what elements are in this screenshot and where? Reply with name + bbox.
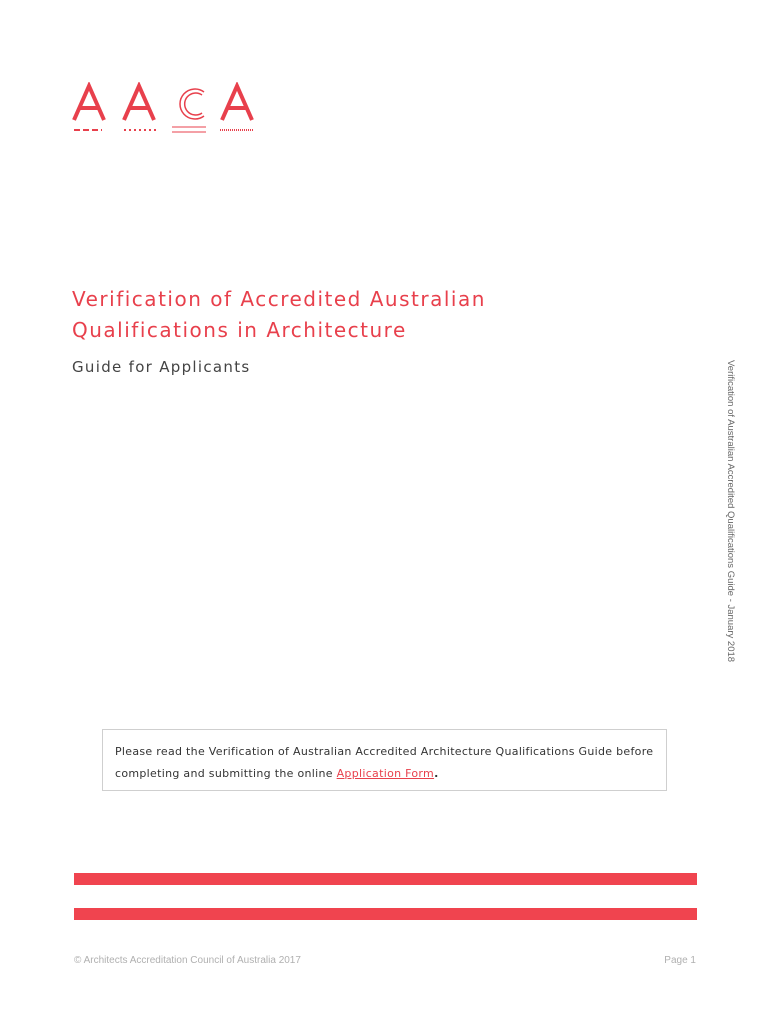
aaca-logo-mark: [72, 82, 262, 142]
footer-copyright: © Architects Accreditation Council of Australia 2017: [74, 955, 301, 966]
notice-text: Please read the Verification of Australian Accredited Architecture Qualifications Guide before completing and submitting the online: [115, 745, 654, 780]
decorative-bar-top: [74, 873, 697, 885]
document-subtitle: Guide for Applicants: [72, 358, 251, 376]
application-form-link[interactable]: Application Form: [336, 767, 435, 780]
notice-text-end: .: [434, 767, 439, 780]
side-running-header-text: Verification of Australian Accredited Qualifications Guide - January 2018: [725, 360, 736, 663]
notice-box: [102, 729, 667, 791]
decorative-bar-bottom: [74, 908, 697, 920]
document-title: Verification of Accredited Australian Qualifications in Architecture: [72, 287, 486, 342]
aaca-logo: [72, 82, 262, 142]
footer-page-number: Page 1: [664, 955, 696, 966]
